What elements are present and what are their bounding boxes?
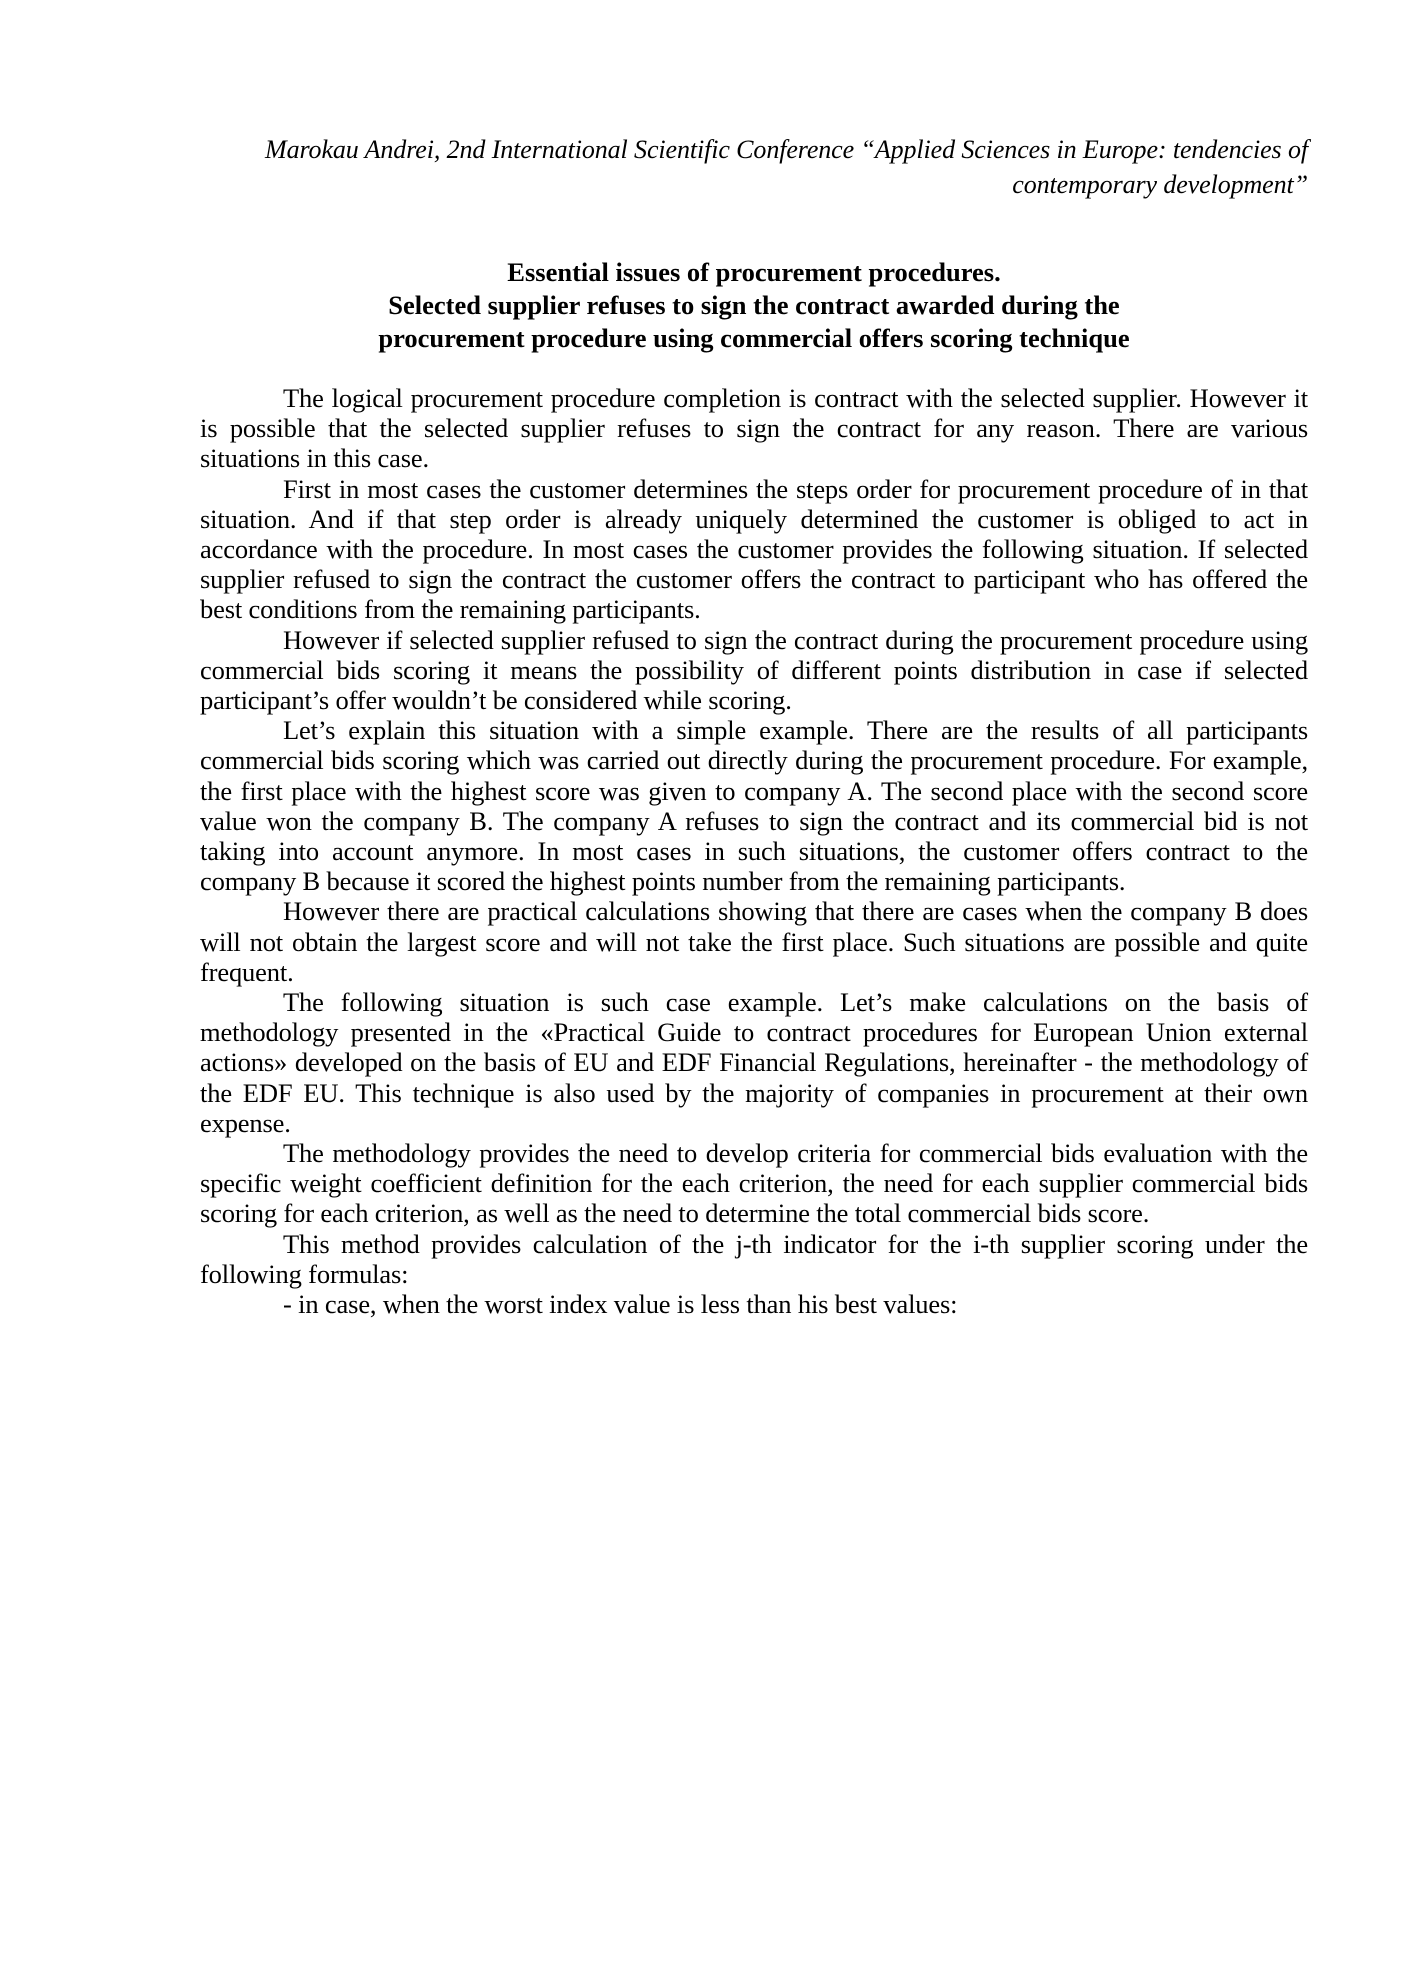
paragraph-scoring-refusal: However if selected supplier refused to sign the contract during the procurement procedure using commercial bids scoring it means the possibility of different points distribution in case if selected participant’s offer wouldn’t be considered while scoring. <box>200 624 1308 716</box>
paragraph-customer-steps: First in most cases the customer determines the steps order for procurement procedure of in that situation. And if that step order is already uniquely determined the customer is obliged to act in accordance with the procedure. In most cases the customer provides the following situation. If selected supplier refused to sign the contract the customer offers the contract to participant who has offered the best conditions from the remaining participants. <box>200 473 1308 625</box>
paragraph-practical-calculations: However there are practical calculations showing that there are cases when the company B does will not obtain the largest score and will not take the first place. Such situations are possible and quite frequent. <box>200 896 1308 987</box>
title-line-1: Essential issues of procurement procedures. <box>507 257 1001 287</box>
paragraph-example: Let’s explain this situation with a simple example. There are the results of all participants commercial bids scoring which was carried out directly during the procurement procedure. For example, the first place with the highest score was given to company A. The second place with the second score value won the company B. The company A refuses to sign the contract and its commercial bid is not taking into account anymore. In most cases in such situations, the customer offers contract to the company B because it scored the highest points number from the remaining participants. <box>200 715 1308 897</box>
title-line-3: procurement procedure using commercial offers scoring technique <box>378 323 1130 353</box>
document-page <box>200 132 1308 1319</box>
article-body <box>200 383 1308 1319</box>
paragraph-criteria: The methodology provides the need to develop criteria for commercial bids evaluation with the specific weight coefficient definition for the each criterion, the need for each supplier commercial bids scoring for each criterion, as well as the need to determine the total commercial bids score. <box>200 1138 1308 1229</box>
paragraph-edf-methodology: The following situation is such case example. Let’s make calculations on the basis of methodology presented in the «Practical Guide to contract procedures for European Union external actions» developed on the basis of EU and EDF Financial Regulations, hereinafter - the methodology of the EDF EU. This technique is also used by the majority of companies in procurement at their own expense. <box>200 987 1308 1138</box>
paragraph-formulas-intro: This method provides calculation of the j-th indicator for the i-th supplier scoring under the following formulas: <box>200 1228 1308 1289</box>
conference-citation-header: Marokau Andrei, 2nd International Scientific Conference “Applied Sciences in Europe: tendencies of contemporary development” <box>265 135 1308 199</box>
paragraph-intro: The logical procurement procedure completion is contract with the selected supplier. However it is possible that the selected supplier refuses to sign the contract for any reason. There are various situations in this case. <box>200 383 1308 474</box>
list-item-worst-index-case: - in case, when the worst index value is less than his best values: <box>283 1289 958 1320</box>
article-title <box>200 256 1308 355</box>
title-line-2: Selected supplier refuses to sign the contract awarded during the <box>388 290 1120 320</box>
